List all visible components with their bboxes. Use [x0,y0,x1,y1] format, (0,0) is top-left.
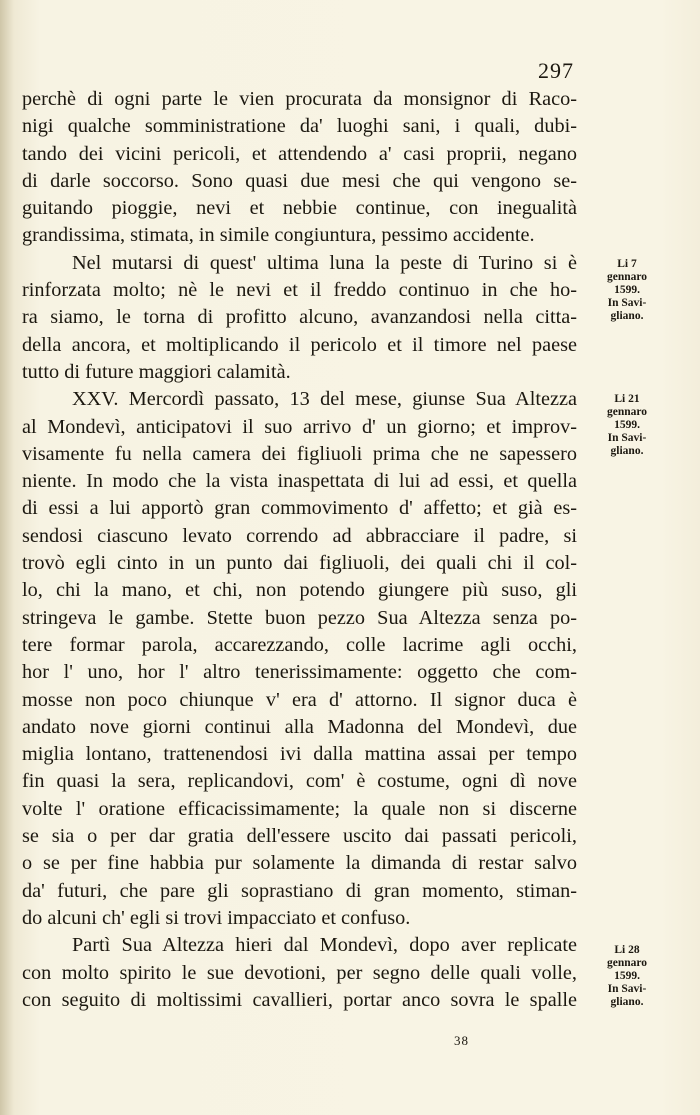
text-line: ra siamo, le torna di profitto alcuno, avanzandosi nella citta- [22,306,577,329]
margin-note-line: gliano. [610,445,644,457]
margin-note-line: Li 7 [617,258,637,270]
body-text [22,86,577,1014]
text-line: niente. In modo che la vista inaspettata di lui ad essi, et quella [22,470,577,493]
text-line: tando dei vicini pericoli, et attendendo a' casi proprii, negano [22,142,577,165]
text-line: tutto di future maggiori calamità. [22,360,291,383]
margin-note-date [590,258,664,323]
margin-note-date [590,393,664,458]
text-line: Partì Sua Altezza hieri dal Mondevì, dopo aver replicate [72,934,577,957]
text-line: da' futuri, che pare gli soprastiano di gran momento, stiman- [22,879,577,902]
text-line: rinforzata molto; nè le nevi et il freddo continuo in che ho- [22,279,577,302]
margin-note-line: In Savi- [607,297,647,309]
text-line: tere formar parola, accarezzando, colle lacrime agli occhi, [22,633,577,656]
margin-note-line: In Savi- [607,432,647,444]
text-line: volte l' oratione efficacissimamente; la quale non si discerne [22,797,577,820]
text-line: hor l' uno, hor l' altro tenerissimamente: oggetto che com- [22,661,577,684]
text-line: di essi a lui apportò gran commovimento d' affetto; et già es- [22,497,577,520]
text-line: XXV. Mercordì passato, 13 del mese, giunse Sua Altezza [72,388,577,411]
text-line: miglia lontano, trattenendosi ivi dalla mattina assai per tempo [22,743,577,766]
margin-note-line: 1599. [614,970,640,982]
text-line: Nel mutarsi di quest' ultima luna la peste di Turino si è [72,251,577,274]
margin-note-line: gennaro [606,957,648,969]
margin-note-line: gennaro [606,271,648,283]
text-line: con seguito di moltissimi cavallieri, portar anco sovra le spalle [22,988,577,1011]
margin-note-date [590,944,664,1009]
margin-note-line: 1599. [614,284,640,296]
text-line: di darle soccorso. Sono quasi due mesi che qui vengono se- [22,169,577,192]
text-line: nigi qualche somministratione da' luoghi sani, i quali, dubi- [22,115,577,138]
text-line: della ancora, et moltiplicando il pericolo et il timore nel paese [22,333,577,356]
margin-note-line: Li 28 [614,944,640,956]
text-line: al Mondevì, anticipatovi il suo arrivo d' un giorno; et improv- [22,415,577,438]
text-line: sendosi ciascuno levato correndo ad abbracciare il padre, si [22,524,577,547]
text-line: andato nove giorni continui alla Madonna del Mondevì, due [22,715,577,738]
margin-note-line: Li 21 [614,393,640,405]
text-line: perchè di ogni parte le vien procurata da monsignor di Raco- [22,88,577,110]
text-line: lo, chi la mano, et chi, non potendo giungere più suso, gli [22,579,577,602]
margin-note-line: gennaro [606,406,648,418]
text-line: visamente fu nella camera dei figliuoli prima che ne sapessero [22,442,577,465]
text-line: o se per fine habbia pur solamente la dimanda di restar salvo [22,852,577,875]
margin-note-line: gliano. [610,310,644,322]
text-line: mosse non poco chiunque v' era d' attorno. Il signor duca è [22,688,577,711]
page-number: 297 [538,58,574,83]
signature-mark: 38 [454,1033,469,1048]
margin-note-line: 1599. [614,419,640,431]
text-line: fin quasi la sera, replicandovi, com' è costume, ogni dì nove [22,770,577,793]
text-line: grandissima, stimata, in simile congiuntura, pessimo accidente. [22,224,535,247]
text-line: con molto spirito le sue devotioni, per segno delle quali volle, [22,961,577,984]
text-line: do alcuni ch' egli si trovi impacciato et confuso. [22,906,411,929]
text-line: guitando pioggie, nevi et nebbie continue, con inegualità [22,197,577,220]
text-line: trovò egli cinto in un punto dai figliuoli, dei quali chi il col- [22,552,577,575]
text-line: stringeva le gambe. Stette buon pezzo Sua Altezza senza po- [22,606,577,629]
margin-note-line: gliano. [610,996,644,1008]
margin-note-line: In Savi- [607,983,647,995]
text-line: se sia o per dar gratia dell'essere uscito dai passati pericoli, [22,825,577,848]
